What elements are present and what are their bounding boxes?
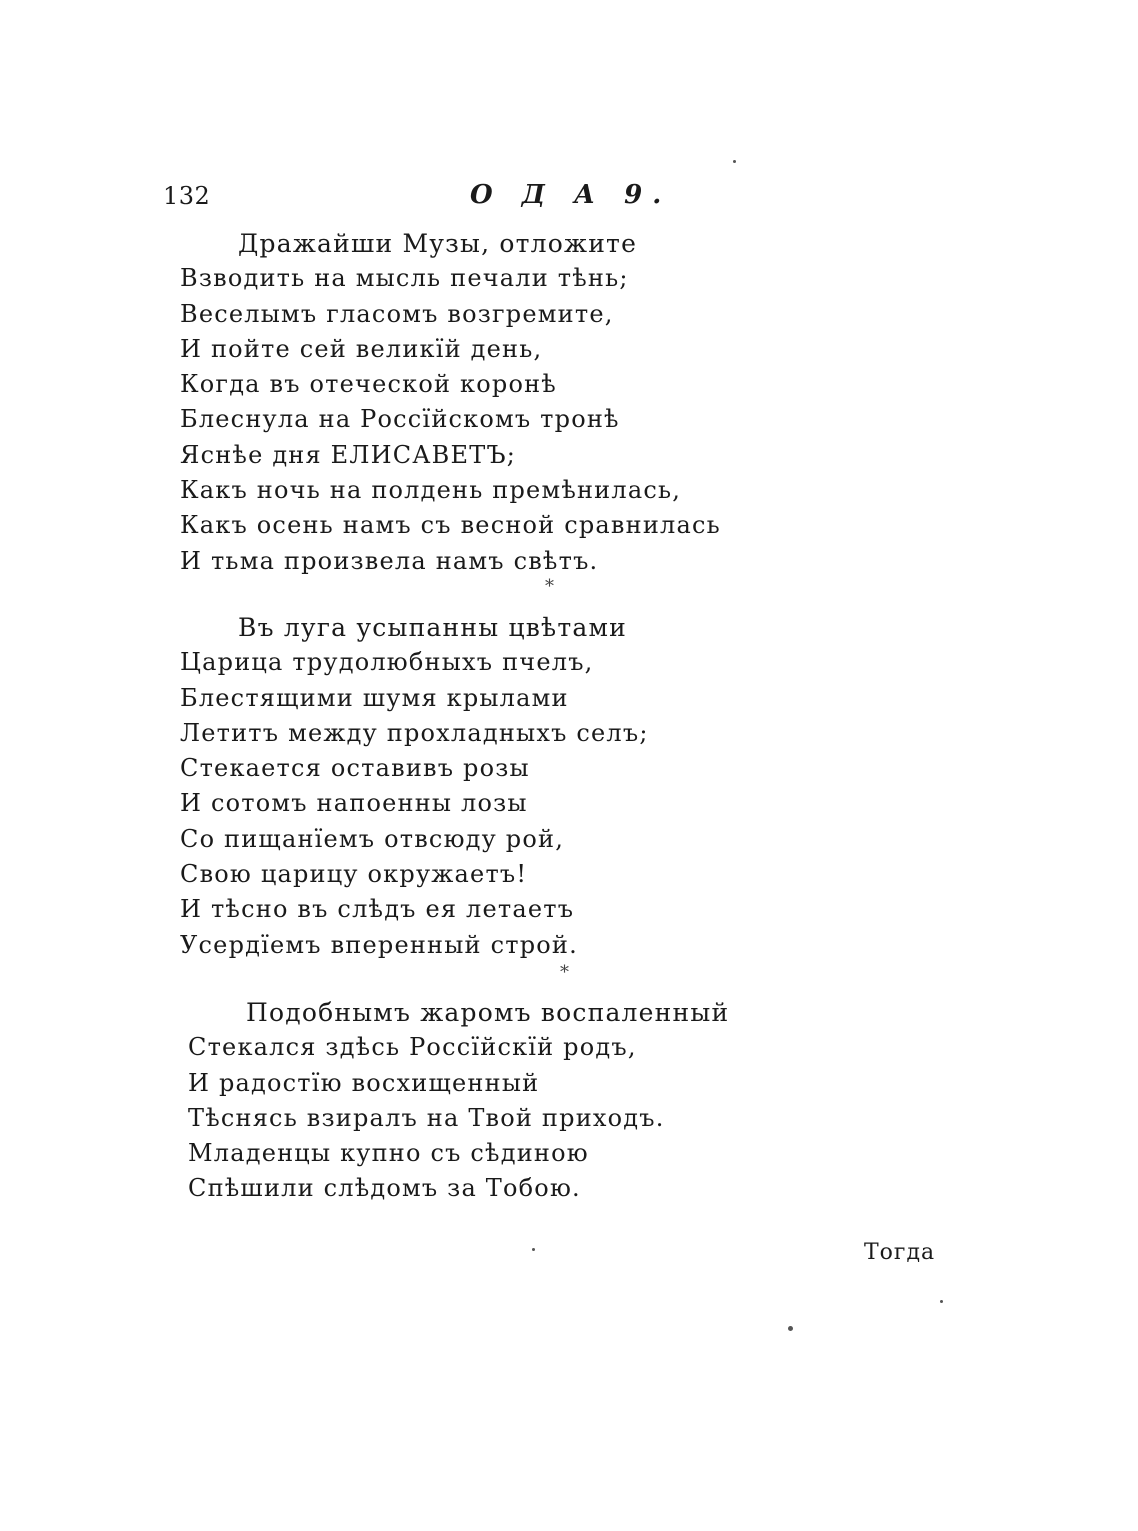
verse-line: Какъ ночь на полдень премѣнилась, xyxy=(180,476,682,505)
verse-line: Блестящими шумя крылами xyxy=(180,683,569,712)
verse-line: И радостїю восхищенный xyxy=(188,1068,540,1097)
verse-line: Царица трудолюбныхъ пчелъ, xyxy=(180,648,594,677)
running-title: О Д А 9. xyxy=(470,180,672,210)
verse-line: Летитъ между прохладныхъ селъ; xyxy=(180,718,649,747)
stanza-1 xyxy=(180,226,721,579)
stanza-2 xyxy=(180,610,649,963)
verse-line: Яснѣе дня ЕЛИСАВЕТЪ; xyxy=(180,440,516,469)
verse-line: Когда въ отеческой коронѣ xyxy=(180,370,557,399)
verse-line: Стекается оставивъ розы xyxy=(180,754,530,783)
verse-line: Младенцы купно съ сѣдиною xyxy=(188,1139,589,1168)
verse-line: Тѣснясь взиралъ на Твой приходъ. xyxy=(188,1103,665,1132)
catchword: Тогда xyxy=(864,1240,936,1265)
scan-speck xyxy=(788,1326,793,1331)
scan-speck xyxy=(733,160,736,163)
verse-line: Спѣшили слѣдомъ за Тобою. xyxy=(188,1174,581,1203)
verse-line: Какъ осень намъ съ весной сравнилась xyxy=(180,511,721,540)
verse-line: Взводить на мысль печали тѣнь; xyxy=(180,264,629,293)
verse-line: Со пищанїемъ отвсюду рой, xyxy=(180,824,565,853)
verse-line: Свою царицу окружаетъ! xyxy=(180,860,528,889)
verse-line: И пойте сей великїй день, xyxy=(180,334,543,363)
verse-line: Веселымъ гласомъ возгремите, xyxy=(180,299,614,328)
verse-line: И тьма произвела намъ свѣтъ. xyxy=(180,546,599,575)
verse-line: Стекался здѣсь Россїйскїй родъ, xyxy=(188,1033,637,1062)
scan-speck xyxy=(940,1300,943,1303)
stanza-separator: * xyxy=(560,962,569,983)
verse-line: И тѣсно въ слѣдъ ея летаетъ xyxy=(180,895,575,924)
page-number: 132 xyxy=(163,182,211,210)
verse-line: Подобнымъ жаромъ воспаленный xyxy=(246,998,730,1027)
stanza-separator: * xyxy=(545,576,554,597)
verse-line: Въ луга усыпанны цвѣтами xyxy=(238,613,627,642)
verse-line: Усердїемъ вперенный строй. xyxy=(180,930,578,959)
scan-speck xyxy=(532,1248,535,1251)
verse-line: Дражайши Музы, отложите xyxy=(238,229,638,258)
verse-line: Блеснула на Россїйскомъ тронѣ xyxy=(180,405,620,434)
verse-line: И сотомъ напоенны лозы xyxy=(180,789,528,818)
stanza-3 xyxy=(188,995,729,1207)
